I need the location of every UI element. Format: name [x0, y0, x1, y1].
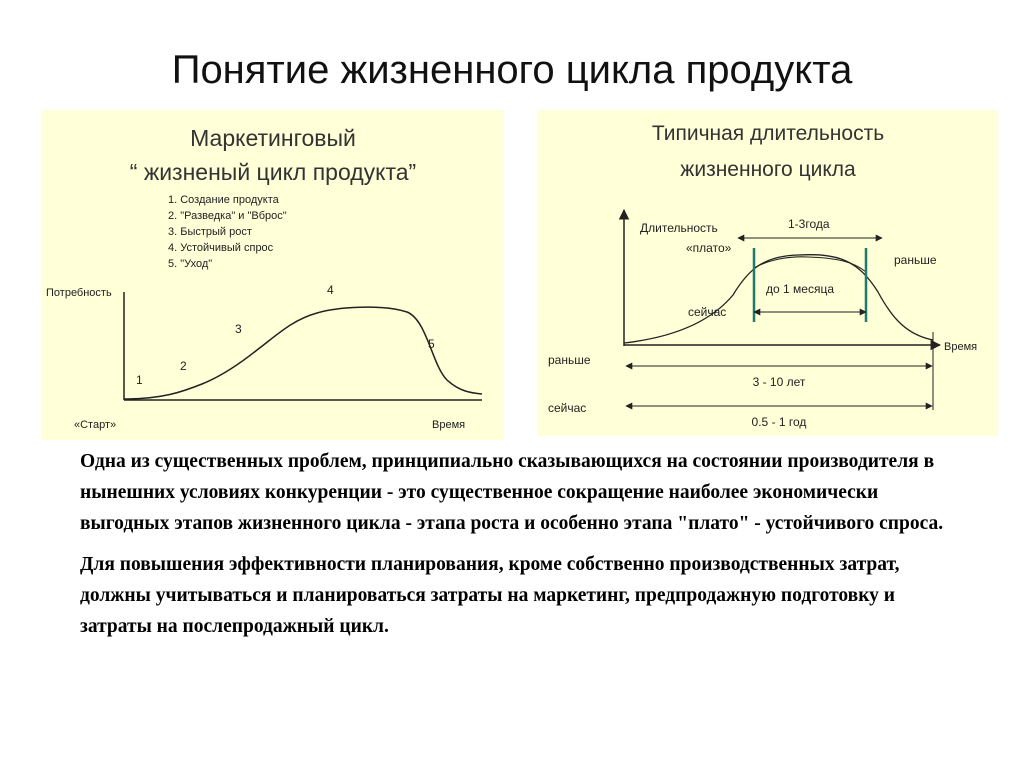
earlier-label-right: раньше [894, 253, 937, 267]
earlier-range-label: 3 - 10 лет [752, 375, 806, 389]
years-range-label: 1-3года [788, 217, 830, 231]
left-diagram-title-line2: “ жизненый цикл продукта” [129, 159, 417, 185]
now-label-center: сейчас [688, 305, 727, 319]
month-range-label: до 1 месяца [766, 282, 834, 296]
legend-item-4: 4. Устойчивый спрос [168, 242, 274, 254]
stage-label-4: 4 [327, 283, 334, 297]
stage-label-3: 3 [235, 322, 242, 336]
slide-body [80, 446, 960, 652]
now-range-label: 0.5 - 1 год [751, 415, 807, 429]
start-label: «Старт» [74, 419, 117, 431]
stage-label-2: 2 [180, 359, 187, 373]
right-diagram-title-line1: Типичная длительность [651, 122, 885, 145]
stage-label-5: 5 [428, 337, 435, 351]
earlier-label-left: раньше [548, 353, 591, 367]
legend-item-3: 3. Быстрый рост [168, 226, 252, 238]
x-axis-label: Время [432, 419, 466, 431]
plateau-label-line1: Длительность [640, 221, 718, 235]
legend-item-5: 5. "Уход" [168, 258, 213, 270]
time-axis-label: Время [944, 341, 978, 353]
paragraph-planning: Для повышения эффективности планирования, кроме собственно производственных затрат, должны учитываться и планироваться затраты на маркетинг, предпродажную подготовку и затраты на послепродажный цикл. [80, 554, 900, 637]
lifecycle-duration-diagram [538, 110, 998, 436]
right-diagram-title-line2: жизненного цикла [680, 158, 856, 181]
stage-label-1: 1 [136, 373, 143, 387]
legend-item-2: 2. "Разведка" и "Вброс" [168, 210, 287, 222]
left-diagram-title-line1: Маркетинговый [190, 125, 356, 151]
paragraph-problem: Одна из существенных проблем, принципиально сказывающихся на состоянии производителя в нынешних условиях конкуренции - это существенное сокращение наиболее экономически выгодных этапов жизненного цикла - этапа роста и особенно этапа "плато" - устойчивого спроса. [80, 451, 944, 534]
now-label-left: сейчас [548, 401, 587, 415]
y-axis-label: Потребность [46, 287, 112, 299]
plateau-label-line2: «плато» [686, 241, 732, 255]
legend-item-1: 1. Создание продукта [168, 194, 279, 206]
slide-title: Понятие жизненного цикла продукта [171, 48, 853, 92]
marketing-lifecycle-diagram [42, 110, 504, 440]
